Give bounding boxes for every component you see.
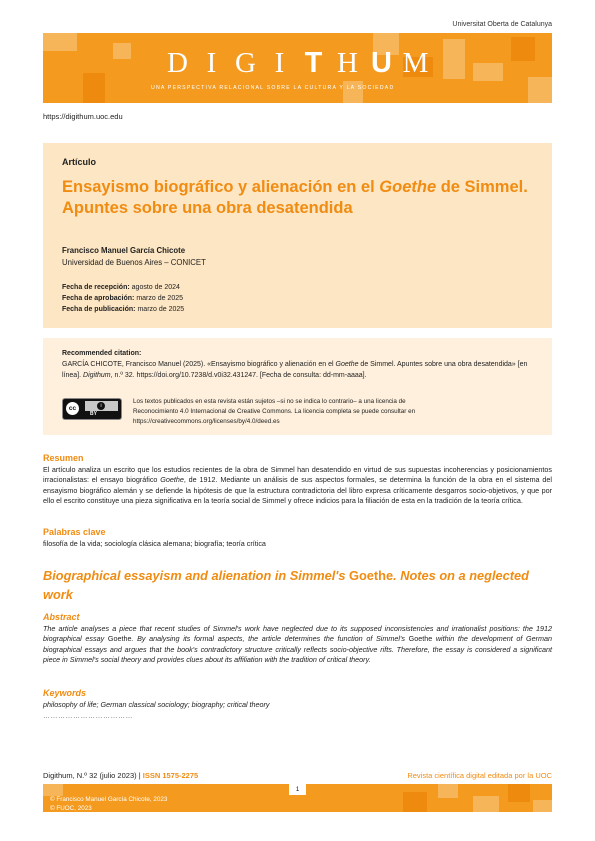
date-approved: Fecha de aprobación: marzo de 2025 [62,295,184,302]
journal-logo: D I G I T H U M [167,47,431,79]
journal-banner [43,33,552,103]
palabras-clave-heading: Palabras clave [43,527,106,537]
license-text: Los textos publicados en esta revista están sujetos –si no se indica lo contrario– a una licencia de Reconocimiento 4.0 Internacional de Creative Commons. La licencia completa se puede consultar en https://creativecommons.org/licenses/by/4.0/deed.es [133,398,416,425]
journal-tagline: UNA PERSPECTIVA RELACIONAL SOBRE LA CULTURA Y LA SOCIEDAD [151,85,395,91]
date-received: Fecha de recepción: agosto de 2024 [62,284,180,291]
cc-license-icon[interactable]: cc i BY [62,398,122,420]
resumen-heading: Resumen [43,453,84,463]
institution-name: Universitat Oberta de Catalunya [452,21,552,28]
article-kind: Artículo [62,157,97,167]
citation-text: GARCÍA CHICOTE, Francisco Manuel (2025). «Ensayismo biográfico y alienación en el Goethe de Simmel. Apuntes sobre una obra desatendida» [en línea]. Digithum, n.º 32. https://doi.org/10.7238/d.v0i32.431247. [Fecha de consulta: dd-mm-aaaa]. [62,361,528,379]
article-dates [62,282,184,315]
author-name: Francisco Manuel García Chicote [62,246,186,255]
citation-heading: Recommended citation: [62,350,142,357]
keywords-heading: Keywords [43,688,87,698]
article-title: Ensayismo biográfico y alienación en el Goethe de Simmel. Apuntes sobre una obra desatendida [62,178,528,217]
page-number: 1 [289,784,306,795]
journal-url[interactable]: https://digithum.uoc.edu [43,112,123,121]
palabras-clave-text: filosofía de la vida; sociología clásica alemana; biografía; teoría crítica [43,539,266,548]
date-published: Fecha de publicación: marzo de 2025 [62,306,185,313]
footer-publisher: Revista científica digital editada por la UOC [407,771,552,780]
footer-journal-info: Digithum, N.º 32 (julio 2023) | ISSN 1575-2275 [43,771,199,780]
author-affiliation: Universidad de Buenos Aires – CONICET [62,258,206,267]
abstract-heading: Abstract [43,612,80,622]
copyright-notice: © Francisco Manuel García Chicote, 2023 © FUOC, 2023 [50,796,168,812]
english-title: Biographical essayism and alienation in Simmel's Goethe. Notes on a neglected work [43,568,529,602]
abstract-text: The article analyses a piece that recent studies of Simmel's work have neglected due to its supposed inconsistencies and irrationalist positions: the 1912 biographical essay Goethe. By analysing its formal aspects, the article determines the function of Simmel's Goethe within the development of German biographical essays and argues that the book's contradictory structure critically reflects socio-objective rifts. Therefore, the essay is considered a significant piece in Simmel's social theory and provides clues about its affiliation with the tradition of critical theory. [43,624,553,665]
resumen-text: El artículo analiza un escrito que los estudios recientes de la obra de Simmel han desatendido en virtud de sus supuestas incoherencias y posicionamientos irracionalistas: el ensayo biográfico Goethe, de 1912. Mediante un análisis de sus aspectos formales, se determina la función de la obra en el sistema del ensayismo biográfico alemán y se defiende la hipótesis de que la estructura contradictoria del libro expresa críticamente desgarros socio-objetivos, y que por ello el escrito constituye una pieza significativa en la teoría social de Simmel y ofrece indicios para la filiación de esta en la tradición de la teoría crítica. [43,465,552,506]
keywords-text: philosophy of life; German classical sociology; biography; critical theory [43,700,270,709]
dotted-separator: ……………………………… [43,713,133,720]
